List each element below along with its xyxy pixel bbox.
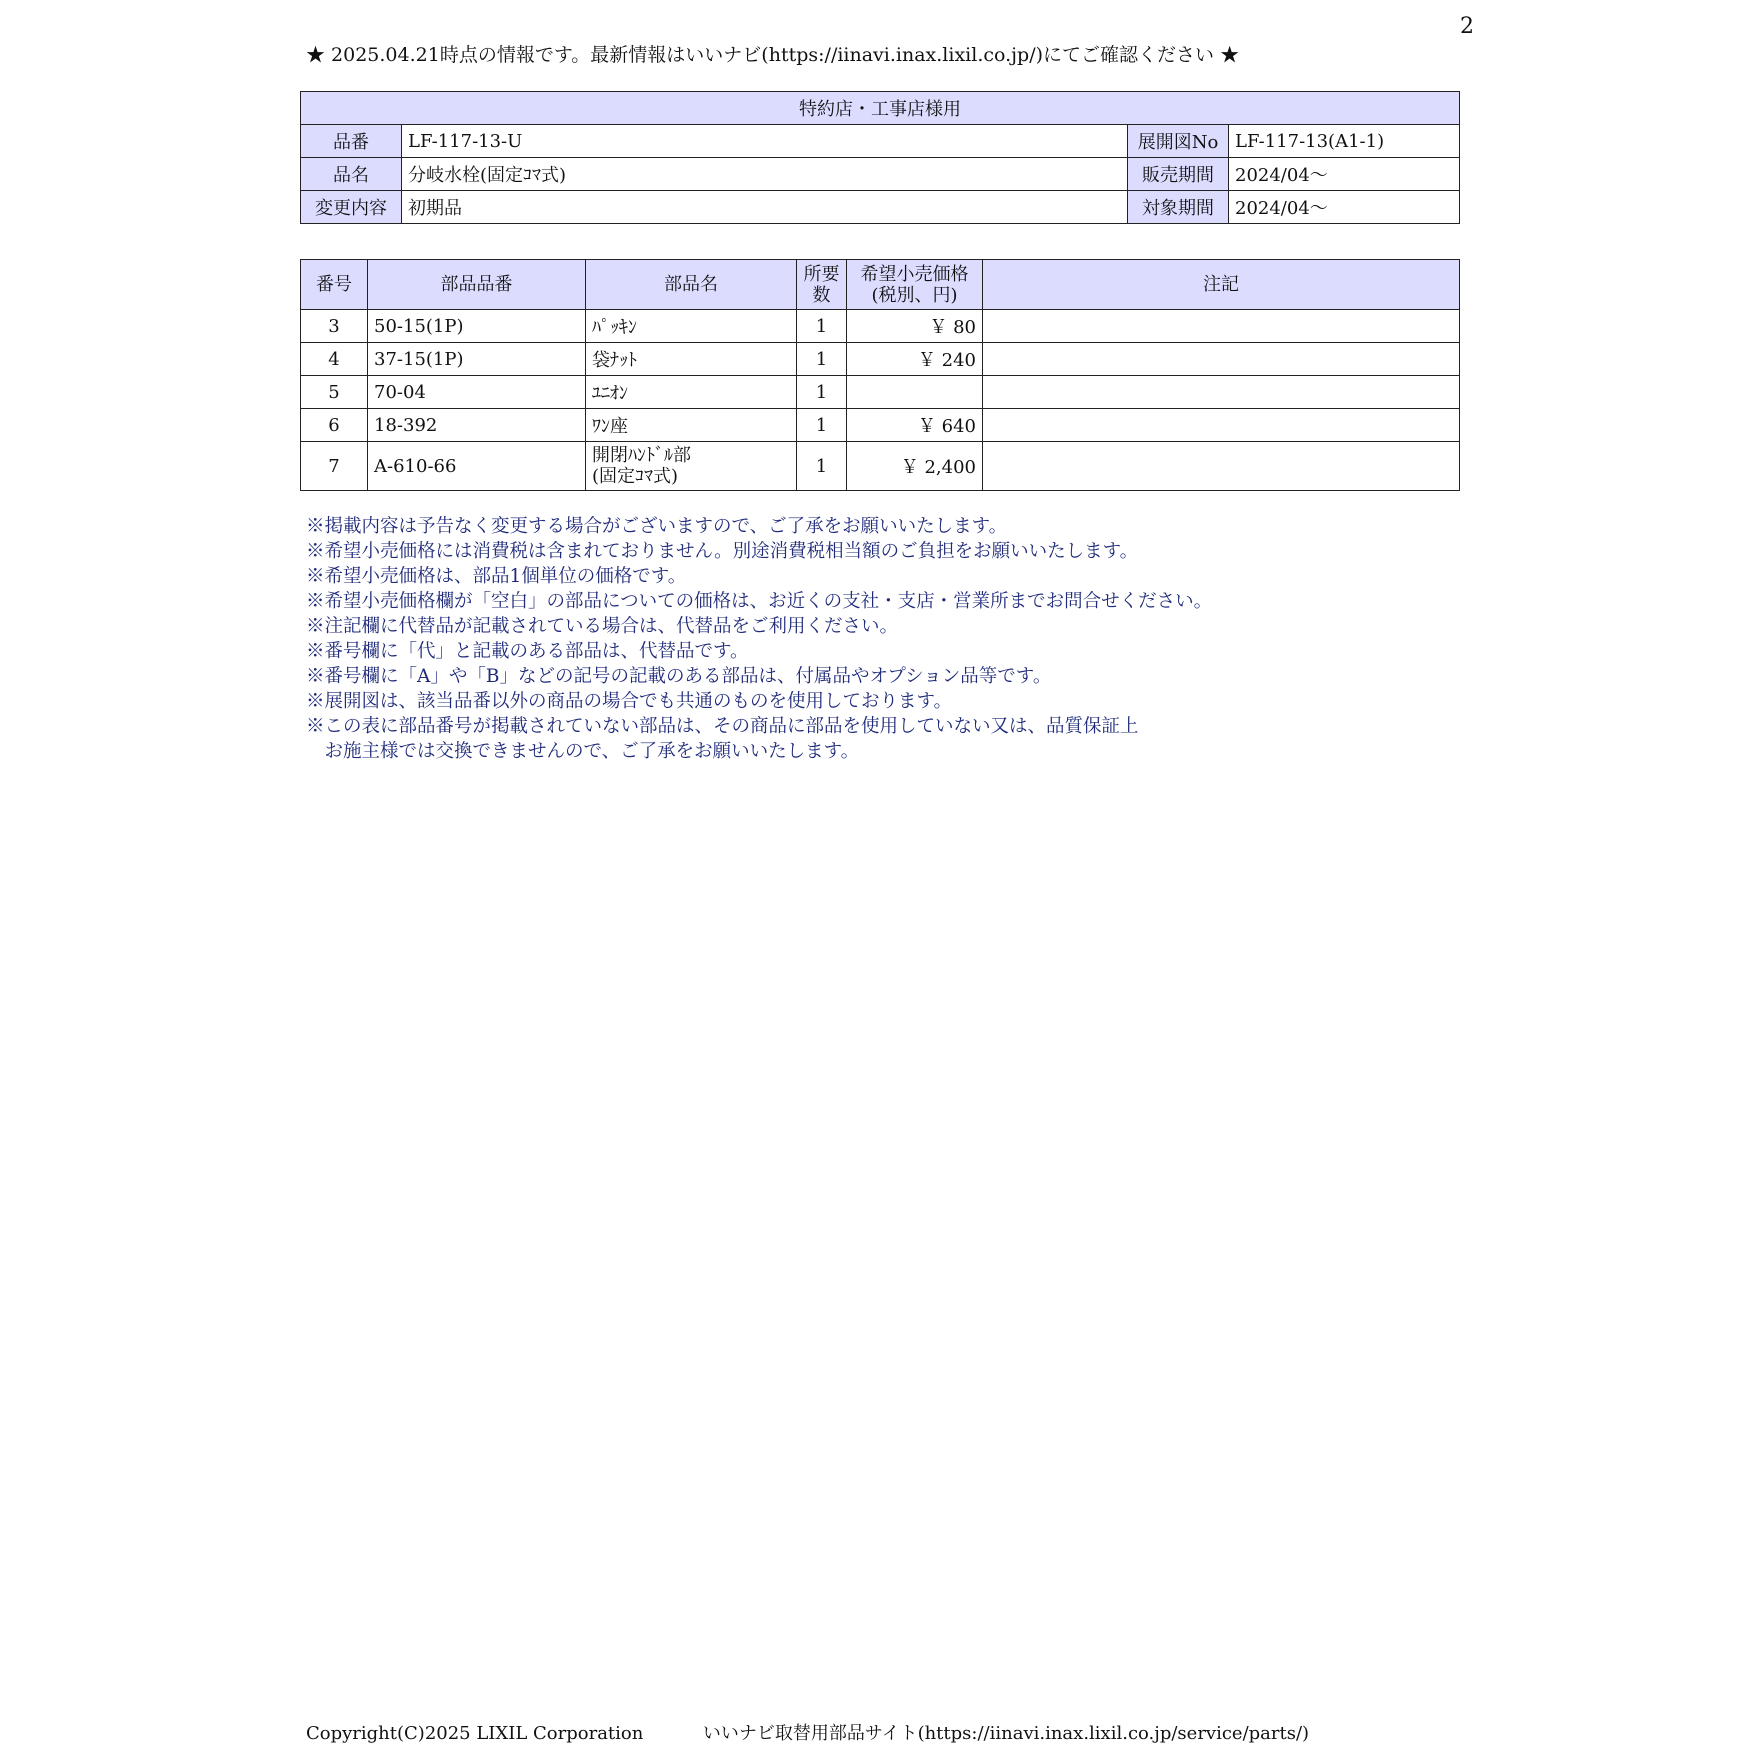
note-line: お施主様では交換できませんので、ご了承をお願いいたします。 — [306, 741, 860, 762]
header-quantity — [797, 260, 847, 310]
value-diagram-no: LF-117-13(A1-1) — [1229, 125, 1460, 158]
cell-part-name-line1: 開閉ﾊﾝﾄﾞﾙ部 — [592, 445, 691, 466]
note-line: ※展開図は、該当品番以外の商品の場合でも共通のものを使用しております。 — [306, 691, 953, 712]
cell-quantity: 1 — [797, 442, 847, 491]
cell-no: 4 — [301, 343, 368, 376]
cell-note — [983, 310, 1460, 343]
cell-no: 7 — [301, 442, 368, 491]
parts-header-row — [301, 260, 1460, 310]
header-price — [847, 260, 983, 310]
header-part-number: 部品品番 — [368, 260, 586, 310]
header-price-line1: 希望小売価格 — [860, 263, 969, 285]
note-line: ※番号欄に「A」や「B」などの記号の記載のある部品は、付属品やオプション品等です。 — [306, 666, 1052, 687]
table-row — [301, 442, 1460, 491]
value-sales-period: 2024/04～ — [1229, 158, 1460, 191]
notes-section — [306, 514, 1212, 764]
cell-no: 3 — [301, 310, 368, 343]
header-price-line2: (税別、円) — [871, 284, 958, 306]
cell-part-name-line2: (固定ｺﾏ式) — [592, 466, 679, 487]
value-product-number: LF-117-13-U — [402, 125, 1128, 158]
cell-quantity: 1 — [797, 310, 847, 343]
table-row — [301, 343, 1460, 376]
cell-part-number: 18-392 — [368, 409, 586, 442]
section-title: 特約店・工事店様用 — [301, 92, 1460, 125]
page-number: 2 — [1460, 14, 1474, 39]
info-row — [301, 125, 1460, 158]
cell-note — [983, 442, 1460, 491]
value-change-content: 初期品 — [402, 191, 1128, 224]
table-row — [301, 376, 1460, 409]
cell-price: ￥ 2,400 — [847, 442, 983, 491]
label-change-content: 変更内容 — [301, 191, 402, 224]
header-part-name: 部品名 — [586, 260, 797, 310]
label-target-period: 対象期間 — [1128, 191, 1229, 224]
cell-note — [983, 343, 1460, 376]
value-product-name: 分岐水栓(固定ｺﾏ式) — [402, 158, 1128, 191]
label-product-number: 品番 — [301, 125, 402, 158]
header-no: 番号 — [301, 260, 368, 310]
cell-quantity: 1 — [797, 409, 847, 442]
info-row — [301, 158, 1460, 191]
cell-note — [983, 376, 1460, 409]
cell-quantity: 1 — [797, 376, 847, 409]
cell-no: 6 — [301, 409, 368, 442]
cell-price: ￥ 80 — [847, 310, 983, 343]
header-quantity-line2: 数 — [812, 284, 831, 306]
cell-quantity: 1 — [797, 343, 847, 376]
table-row — [301, 409, 1460, 442]
label-product-name: 品名 — [301, 158, 402, 191]
footer-site-link[interactable]: いいナビ取替用部品サイト(https://iinavi.inax.lixil.co.jp/service/parts/) — [702, 1723, 1310, 1744]
value-target-period: 2024/04～ — [1229, 191, 1460, 224]
cell-part-number: 37-15(1P) — [368, 343, 586, 376]
cell-part-name — [586, 442, 797, 491]
cell-part-number: 50-15(1P) — [368, 310, 586, 343]
footer — [306, 1719, 1309, 1745]
cell-part-name: ﾕﾆｵﾝ — [586, 376, 797, 409]
note-line: ※この表に部品番号が掲載されていない部品は、その商品に部品を使用していない又は、品質保証上 — [306, 716, 1139, 737]
parts-table — [300, 259, 1460, 491]
cell-note — [983, 409, 1460, 442]
label-diagram-no: 展開図No — [1128, 125, 1229, 158]
note-line: ※希望小売価格は、部品1個単位の価格です。 — [306, 566, 687, 587]
cell-price — [847, 376, 983, 409]
table-row — [301, 310, 1460, 343]
info-date-notice: ★ 2025.04.21時点の情報です。最新情報はいいナビ(https://iinavi.inax.lixil.co.jp/)にてご確認ください ★ — [306, 44, 1240, 66]
info-row — [301, 191, 1460, 224]
cell-no: 5 — [301, 376, 368, 409]
footer-copyright: Copyright(C)2025 LIXIL Corporation — [306, 1723, 644, 1744]
note-line: ※希望小売価格欄が「空白」の部品についての価格は、お近くの支社・支店・営業所までお問合せください。 — [306, 591, 1213, 612]
note-line: ※掲載内容は予告なく変更する場合がございますので、ご了承をお願いいたします。 — [306, 516, 1008, 537]
cell-price: ￥ 240 — [847, 343, 983, 376]
label-sales-period: 販売期間 — [1128, 158, 1229, 191]
cell-part-number: 70-04 — [368, 376, 586, 409]
note-line: ※番号欄に「代」と記載のある部品は、代替品です。 — [306, 641, 749, 662]
cell-part-number: A-610-66 — [368, 442, 586, 491]
cell-part-name: 袋ﾅｯﾄ — [586, 343, 797, 376]
note-line: ※希望小売価格には消費税は含まれておりません。別途消費税相当額のご負担をお願いいたします。 — [306, 541, 1139, 562]
header-quantity-line1: 所要 — [803, 263, 840, 285]
note-line: ※注記欄に代替品が記載されている場合は、代替品をご利用ください。 — [306, 616, 899, 637]
cell-price: ￥ 640 — [847, 409, 983, 442]
cell-part-name: ﾊﾟｯｷﾝ — [586, 310, 797, 343]
cell-part-name: ﾜﾝ座 — [586, 409, 797, 442]
product-info-table — [300, 91, 1460, 224]
header-note: 注記 — [983, 260, 1460, 310]
